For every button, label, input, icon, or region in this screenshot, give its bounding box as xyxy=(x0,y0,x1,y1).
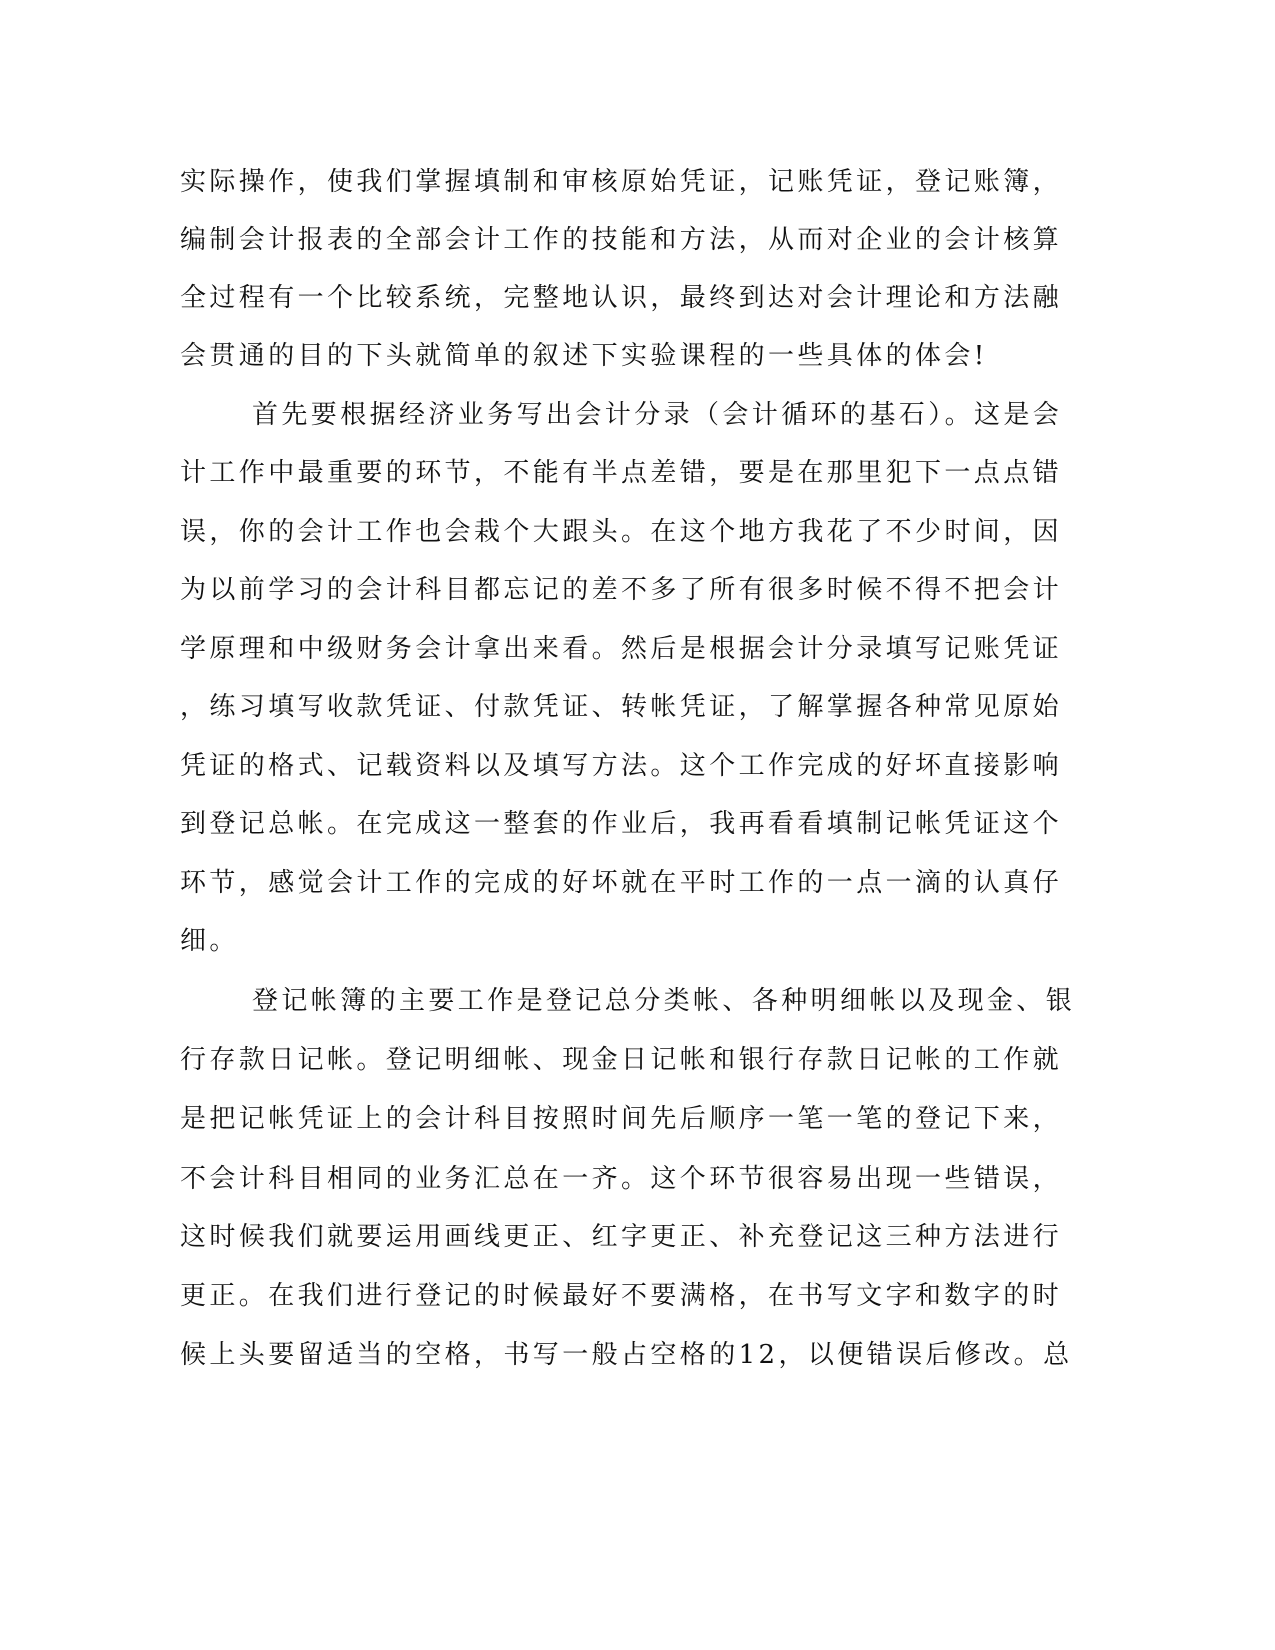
paragraph-first-line: 登记帐簿的主要工作是登记总分类帐、各种明细帐以及现金、银 xyxy=(252,986,1076,1016)
text-line: 行存款日记帐。登记明细帐、现金日记帐和银行存款日记帐的工作就 xyxy=(180,1045,1063,1075)
text-line: 编制会计报表的全部会计工作的技能和方法，从而对企业的会计核算 xyxy=(180,225,1063,255)
text-line: 不会计科目相同的业务汇总在一齐。这个环节很容易出现一些错误， xyxy=(180,1164,1063,1194)
text-line: 学原理和中级财务会计拿出来看。然后是根据会计分录填写记账凭证 xyxy=(180,634,1063,664)
text-line: ，练习填写收款凭证、付款凭证、转帐凭证，了解掌握各种常见原始 xyxy=(180,692,1063,722)
text-line: 误，你的会计工作也会栽个大跟头。在这个地方我花了不少时间，因 xyxy=(180,517,1063,547)
text-line: 凭证的格式、记载资料以及填写方法。这个工作完成的好坏直接影响 xyxy=(180,751,1063,781)
text-line: 全过程有一个比较系统，完整地认识，最终到达对会计理论和方法融 xyxy=(180,283,1063,313)
text-line: 为以前学习的会计科目都忘记的差不多了所有很多时候不得不把会计 xyxy=(180,575,1063,605)
text-line: 到登记总帐。在完成这一整套的作业后，我再看看填制记帐凭证这个 xyxy=(180,809,1063,839)
text-line: 更正。在我们进行登记的时候最好不要满格，在书写文字和数字的时 xyxy=(180,1281,1063,1311)
text-line: 是把记帐凭证上的会计科目按照时间先后顺序一笔一笔的登记下来， xyxy=(180,1104,1063,1134)
text-line: 候上头要留适当的空格，书写一般占空格的12，以便错误后修改。总 xyxy=(180,1340,1073,1370)
text-line: 这时候我们就要运用画线更正、红字更正、补充登记这三种方法进行 xyxy=(180,1222,1063,1252)
text-line: 细。 xyxy=(180,926,239,956)
text-line: 实际操作，使我们掌握填制和审核原始凭证，记账凭证，登记账簿， xyxy=(180,167,1063,197)
text-line: 会贯通的目的下头就简单的叙述下实验课程的一些具体的体会! xyxy=(180,341,988,371)
text-line: 计工作中最重要的环节，不能有半点差错，要是在那里犯下一点点错 xyxy=(180,458,1063,488)
paragraph-first-line: 首先要根据经济业务写出会计分录（会计循环的基石）。这是会 xyxy=(252,400,1063,430)
text-line: 环节，感觉会计工作的完成的好坏就在平时工作的一点一滴的认真仔 xyxy=(180,868,1063,898)
